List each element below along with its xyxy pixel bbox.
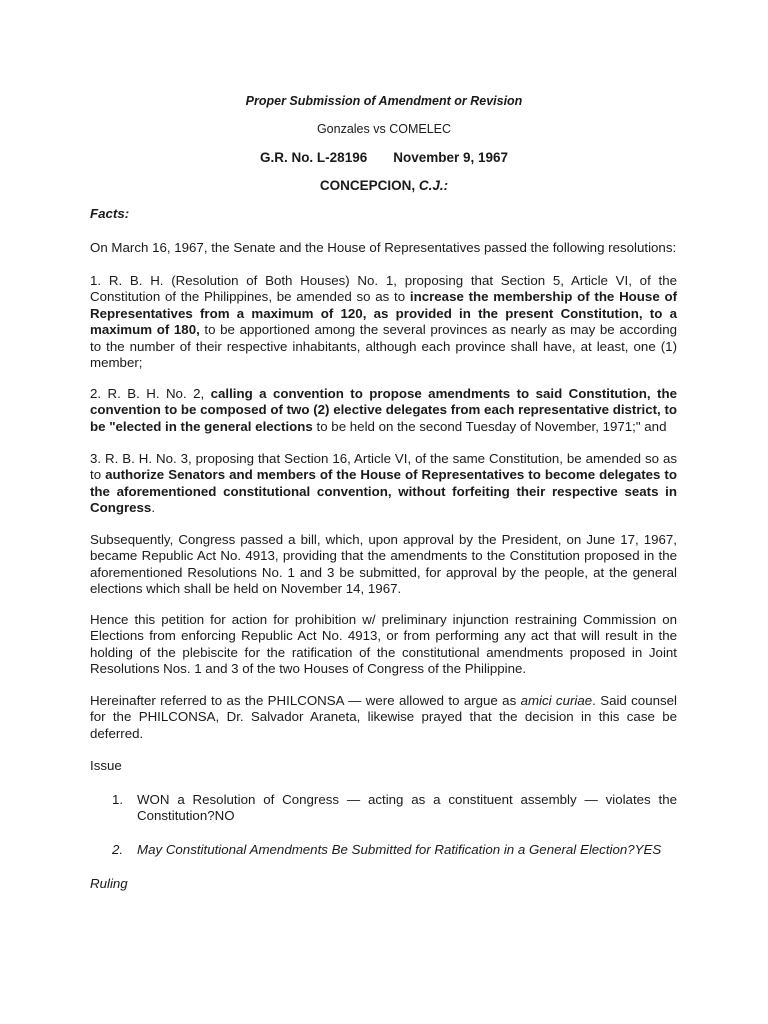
amici-curiae: amici curiae [520, 693, 593, 708]
issue-number: 2. [112, 842, 124, 857]
issue-text: WON a Resolution of Congress — acting as a constituent assembly — violates the Constitution?NO [137, 792, 677, 824]
resolution-1-text-c: to be apportioned among the several provinces as nearly as may be according to the number of their respective inhabitants, although each province shall have, at least, one (1) member; [90, 322, 677, 371]
facts-intro: On March 16, 1967, the Senate and the House of Representatives passed the following resolutions: [90, 240, 677, 255]
resolution-3-text-c: . [151, 500, 156, 516]
philconsa-text-a: Hereinafter referred to as the PHILCONSA — were allowed to argue as [90, 693, 521, 708]
decision-date: November 9, 1967 [393, 150, 509, 165]
petition-paragraph: Hence this petition for action for prohibition w/ preliminary injunction restraining Commission on Elections from enforcing Republic Act No. 4913, or from performing any act that will result in the holding of the plebiscite for the ratification of the constitutional amendments proposed in Joint Resolutions Nos. 1 and 3 of the two Houses of Congress of the Philippine. [90, 612, 677, 677]
resolution-1-text-a: 1. R. B. H. (Resolution of Both Houses) No. 1, proposing that Section 5, Article VI, of the Constitution of the Philippines, be amended so as to [90, 273, 677, 305]
ponente-title: C.J.: [418, 178, 449, 193]
ponente [0, 178, 768, 193]
resolution-1-emphasis: increase the membership of the House of Representatives from a maximum of 120, as provided in the present Constitution, to a maximum of 180, [90, 289, 677, 338]
resolution-2-emphasis: calling a convention to propose amendments to said Constitution, the convention to be composed of two (2) elective delegates from each representative district, to be "elected in the general elections [90, 386, 677, 434]
ruling-heading: Ruling [90, 876, 128, 891]
resolution-2-text-a: 2. R. B. H. No. 2, [90, 386, 211, 401]
issue-item [112, 842, 677, 858]
issue-text: May Constitutional Amendments Be Submitted for Ratification in a General Election?YES [137, 842, 662, 857]
gr-number: G.R. No. L-28196 [259, 150, 368, 165]
philconsa-text-c: . Said counsel for the PHILCONSA, Dr. Salvador Araneta, likewise prayed that the decision in this case be deferred. [90, 693, 677, 741]
case-reference [0, 150, 768, 165]
resolution-3-text-a: 3. R. B. H. No. 3, proposing that Section 16, Article VI, of the same Constitution, be amended so as to [90, 451, 677, 483]
subsequently-paragraph: Subsequently, Congress passed a bill, which, upon approval by the President, on June 17, 1967, became Republic Act No. 4913, providing that the amendments to the Constitution proposed in the aforementioned Resolutions No. 1 and 3 be submitted, for approval by the people, at the general elections which shall be held on November 14, 1967. [90, 532, 677, 597]
case-name: Gonzales vs COMELEC [316, 122, 452, 136]
document-title: Proper Submission of Amendment or Revision [245, 94, 523, 108]
resolution-1 [90, 273, 677, 371]
resolution-2-text-c: to be held on the second Tuesday of November, 1971;" and [312, 418, 667, 434]
issue-item [112, 792, 677, 825]
facts-heading: Facts: [90, 206, 130, 221]
resolution-3 [90, 451, 677, 517]
ponente-name: CONCEPCION, [319, 178, 416, 193]
issue-heading: Issue [90, 758, 122, 773]
philconsa-paragraph [90, 693, 677, 742]
issue-number: 1. [112, 792, 124, 807]
resolution-2 [90, 386, 677, 435]
resolution-3-emphasis: authorize Senators and members of the House of Representatives to become delegates to the aforementioned constitutional convention, without forfeiting their respective seats in Congress [90, 467, 677, 516]
